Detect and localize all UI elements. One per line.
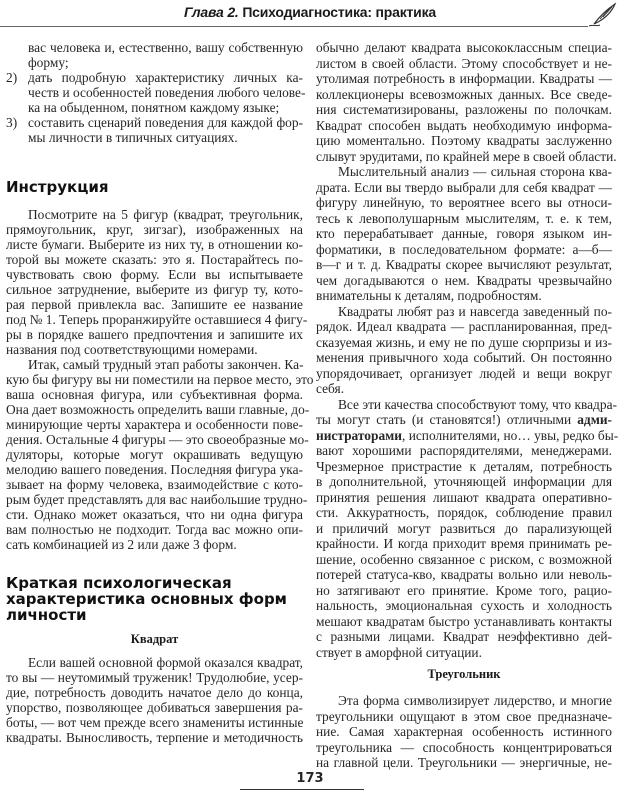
section-heading-line: личности [6,606,87,624]
header-rule [0,26,588,27]
text-line: мы личности в типичных ситуациях. [28,130,238,145]
text-line: чувствовать свою форму. Если вы испытываете [6,267,303,282]
text-line: сти. Аккуратность, порядок, соблюдение правил [316,505,612,520]
text-line: и приличий могут развиться до парализующей [316,520,612,536]
text-line: вают хорошими распорядителями, менеджерами. [316,443,612,458]
text-line: сказуемая жизнь, и ему не по душе сюрпризы и из- [316,334,612,350]
text-line: листом в своей области. Этому способствует и не- [316,55,612,71]
text-line: в дополнительной, уточняющей информации для [316,474,612,489]
list-item-continuation [6,40,303,70]
text-line: торой вы можете сказать: это я. Постарайтесь по- [6,252,303,267]
instruction-text [6,207,314,552]
list-number: 2) [6,70,18,85]
text-line: упорство, позволяющее добиваться завершения ра- [6,700,303,715]
paragraph [316,304,612,397]
chapter-title: Психодиагностика: практика [242,4,436,20]
text-line: обычно делают квадрата высококлассным специа- [316,40,612,55]
text-line: дуляторы, которые могут окрашивать ведущую [6,447,303,462]
text-line: тесь к левополушарным мыслителям, т. е. к тем, [316,210,612,226]
section-heading-line: Краткая психологическая [6,574,232,592]
text-line: листе бумаги. Выберите из них ту, в отношении ко- [6,237,303,252]
text-line: рядок. Идеал квадрата — распланированная, пред- [316,319,612,334]
text-line: Чрезмерное пристрастие к деталям, потребность [316,458,612,474]
list-number: 3) [6,115,18,130]
text-line: форматики, в последовательном формате: а—б— [316,241,612,257]
text-line: себя. [316,381,345,396]
chapter-label: Глава 2. [184,4,239,20]
text-line: менения привычного хода событий. Он постоянно [316,350,612,365]
text-line: мешают квадратам быстро устанавливать контакты [316,613,612,629]
text-line: крайности. И когда приходит время принимать ре- [316,536,612,551]
text-line: внимательны к деталям, подробностям. [316,288,542,303]
section-heading [6,575,287,623]
text-line: вас человека и, естественно, вашу собственную [28,40,303,55]
quill-icon [588,2,618,28]
text-line: названия под соответствующими номерами. [6,342,258,357]
section-heading-line: характеристика основных форм [6,590,287,608]
text-line: упорядочивает, организует людей и вещи вокруг [316,365,612,381]
text-line: мелодию вашего поведения. Последняя фигура ука- [6,462,303,477]
text-line: чем догадываются о нем. Квадраты чрезвычайно [316,272,612,288]
paragraph [316,164,612,304]
text-line: ры в порядке вашего предпочтения и запишите их [6,327,303,342]
paragraph [6,357,314,552]
text-line: треугольники ощущают в этом свое предназначе- [316,708,612,724]
page-number: 173 [296,771,324,786]
text-line: ние. Самая характерная особенность истинного [316,724,612,739]
text-line: в—г и т. д. Квадраты скорее вычисляют результат, [316,257,612,272]
text-line: коллекционеры всевозможных данных. Все сведе- [316,86,612,102]
text-line: утолимая потребность в информации. Квадраты — [316,71,612,86]
text-line: форму; [28,55,69,70]
text-line: боты, — вот чем прежде всего знамениты истинные [6,715,304,730]
text-line: квадраты. Выносливость, терпение и методичность [6,730,303,745]
text-line: Итак, самый трудный этап работы закончен. Ка- [28,357,304,372]
text-line: шение, особенно связанное с риском, с возможной [316,551,612,567]
text-line: принятия решения лишают квадрата оперативно- [316,489,612,505]
text-line: но затягивают его принятие. Кроме того, рацио- [316,582,612,598]
text-line: рая первой привлекла вас. Запишите ее название [6,297,303,312]
triangle-subheading: Треугольник [427,667,501,681]
square-text [6,655,303,745]
right-column-text [316,40,619,660]
paragraph [6,655,303,745]
text-line: Квадрат способен выдать необходимую информа- [316,117,612,133]
instruction-heading: Инструкция [6,178,109,196]
running-header [0,4,620,20]
text-line: ствует в аморфной ситуации. [316,644,482,660]
text-line: нальность, эмоциональная сухость и холодность [316,598,612,613]
text-line: Если вашей основной формой оказался квадрат, [28,655,303,670]
paragraph [316,396,619,661]
text-line: дать подробную характеристику личных ка- [28,70,303,85]
text-line: Все эти качества способствуют тому, что квадра- [338,396,617,412]
text-line: кую бы фигуру вы ни поместили на первое место, это [6,372,314,387]
page-number-rule [240,789,364,790]
list-item [6,115,303,145]
text-segment: , исполнителями, но… увы, редко бы- [402,427,619,443]
text-line: Посмотрите на 5 фигур (квадрат, треугольник, [28,207,303,222]
text-line: Мыслительный анализ — сильная сторона ква- [338,164,612,179]
text-line: ния систематизированы, разложены по полочкам. [316,102,612,117]
text-line: на главной цели. Треугольники — энергичные, не- [316,755,612,770]
text-line: драта. Если вы твердо выбрали для себя квадрат — [316,179,612,195]
text-segment: ты могут стать (и становятся!) отличными [316,412,578,427]
text-line: минирующие черты характера и особенности пове- [6,417,303,432]
text-line: сать комбинацией из 2 или даже 3 форм. [6,537,237,552]
text-line: с разными лицами. Квадрат неэффективно дей- [316,629,612,644]
paragraph [316,693,612,771]
triangle-text [316,693,612,771]
text-line: цию моментально. Поэтому квадраты заслуженно [316,133,612,148]
text-line: ка на обыденном, понятном каждому языке; [28,100,280,115]
text-line: ваша основная фигура, или субъективная форма. [6,387,303,402]
text-line [316,427,619,444]
text-line: Эта форма символизирует лидерство, и многие [338,693,612,708]
square-subheading: Квадрат [130,632,179,646]
text-line: сильное затруднение, выберите из фигур ту, кото- [6,282,303,297]
text-line: Она дает возможность определить ваши главные, до- [6,402,310,417]
bold-term: нистраторами [316,427,402,443]
paragraph [316,40,617,164]
text-line: кто перерабатывает данные, говоря языком ин- [316,226,612,241]
text-line: под № 1. Теперь проранжируйте оставшиеся 4 фигу- [6,312,308,327]
text-line: зывает на форму человека, взаимодействие с кото- [6,477,303,492]
text-line: дения. Остальные 4 фигуры — это своеобразные мо- [6,432,309,447]
text-line: фигуру линейную, то вероятнее всего вы относи- [316,195,612,210]
text-line: вам полностью не подходит. Тогда вас можно опи- [6,522,303,537]
text-line: честв и особенностей поведения любого челове- [28,85,306,100]
text-line: слывут эрудитами, по крайней мере в своей области. [316,148,617,164]
bold-term: адми- [577,412,612,427]
text-line: дие, потребность доводить начатое дело до конца, [6,685,303,700]
text-line [316,412,612,428]
text-line: потерей статуса-кво, квадраты вольно или неволь- [316,567,612,582]
paragraph [6,207,308,357]
text-line: Квадраты любят раз и навсегда заведенный по- [338,303,612,319]
text-line: треугольника — способность концентрироваться [316,739,612,755]
text-line: рым будет представлять для вас наибольшие трудно- [6,492,308,507]
list-item [6,70,306,115]
text-line: составить сценарий поведения для каждой фор- [28,115,303,130]
text-line: прямоугольник, круг, зигзаг), изображенных на [6,222,303,237]
text-line: сти. Однако может оказаться, что ни одна фигура [6,507,303,522]
text-line: то вы — неутомимый труженик! Трудолюбие, усер- [6,670,303,685]
numbered-list [6,40,306,145]
